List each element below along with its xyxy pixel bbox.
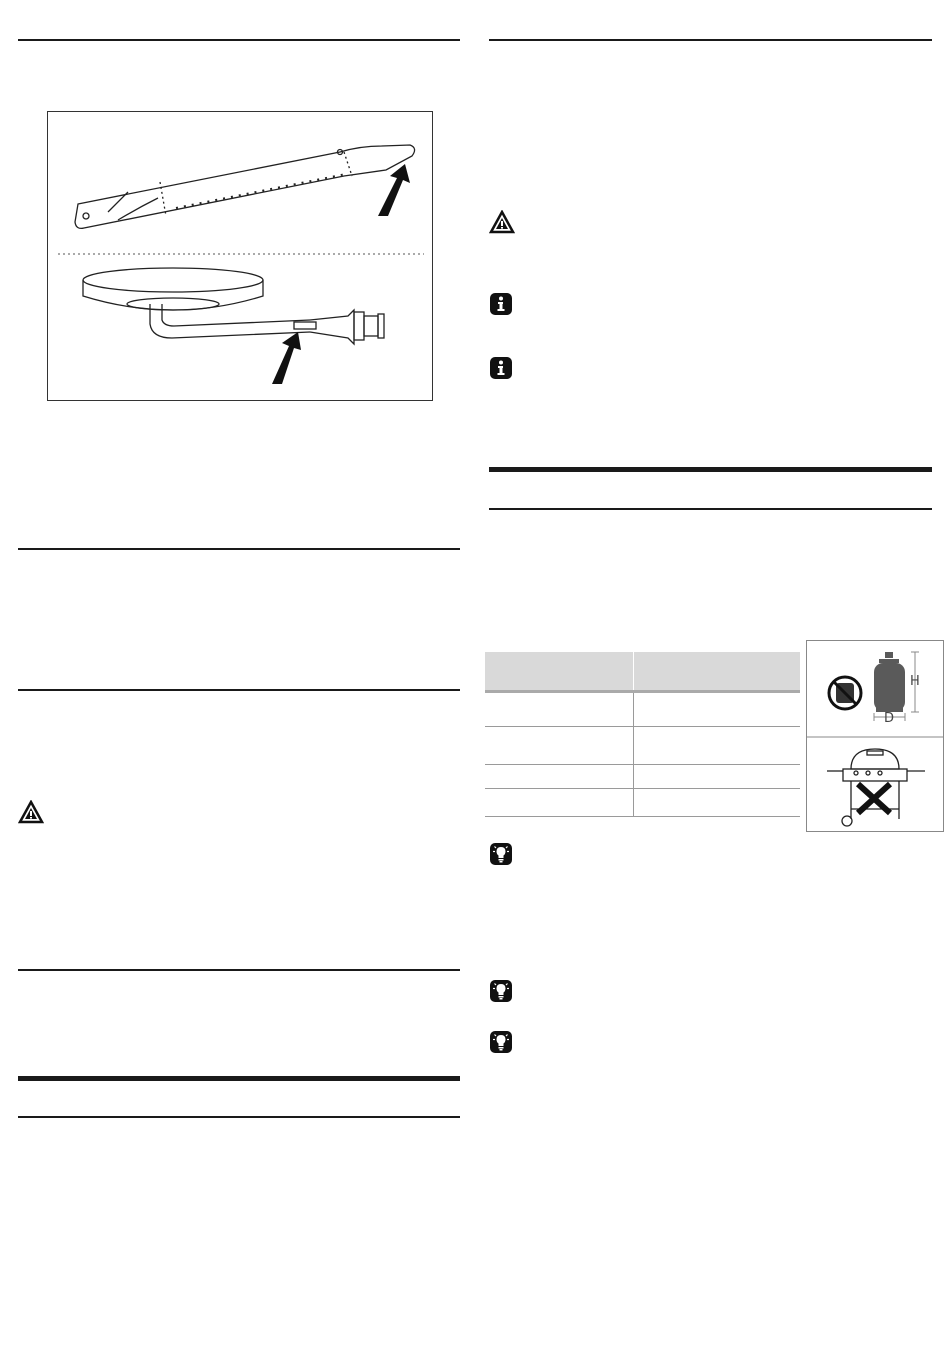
cylinder-height-label: H <box>910 674 920 689</box>
grill-no-cylinder-storage-icon <box>827 749 925 826</box>
table-cell <box>485 789 634 817</box>
cylinder-diameter-label: D <box>884 711 895 726</box>
section-rule-right-2 <box>489 508 932 510</box>
round-burner <box>83 268 384 344</box>
section-rule-left-2 <box>18 548 460 550</box>
section-rule-left-5 <box>18 1116 460 1118</box>
table-row <box>485 789 800 817</box>
table-row <box>485 692 800 727</box>
warning-triangle-icon <box>18 800 44 824</box>
table-header-row <box>485 652 800 692</box>
table-cell <box>634 765 801 789</box>
lightbulb-icon <box>489 1030 513 1054</box>
section-rule-left-4 <box>18 969 460 971</box>
table-row <box>485 765 800 789</box>
warning-triangle-icon <box>489 210 515 234</box>
lightbulb-icon <box>489 979 513 1003</box>
chapter-rule-right <box>489 467 932 472</box>
chapter-rule-left <box>18 1076 460 1081</box>
table-row <box>485 727 800 765</box>
gas-cylinder-spec-table <box>485 652 800 817</box>
info-icon <box>489 356 513 380</box>
arrow-round-icon <box>272 332 301 384</box>
section-rule-right-1 <box>489 39 932 41</box>
table-cell <box>634 692 801 727</box>
table-cell <box>485 727 634 765</box>
table-header-cell <box>634 652 801 692</box>
cylinder-figures <box>807 641 943 831</box>
table-cell <box>634 727 801 765</box>
lightbulb-icon <box>489 842 513 866</box>
section-rule-left-3 <box>18 689 460 691</box>
gas-cylinder-icon <box>874 652 905 712</box>
burner-illustration <box>48 112 432 400</box>
tube-burner <box>75 145 415 228</box>
table-cell <box>485 692 634 727</box>
no-small-cylinder-icon <box>829 677 861 709</box>
burner-illustration-frame <box>47 111 433 401</box>
section-rule-left-1 <box>18 39 460 41</box>
arrow-tube-icon <box>378 164 410 216</box>
table-header-cell <box>485 652 634 692</box>
cylinder-figure-panel <box>806 640 944 832</box>
table-cell <box>485 765 634 789</box>
table-cell <box>634 789 801 817</box>
info-icon <box>489 292 513 316</box>
